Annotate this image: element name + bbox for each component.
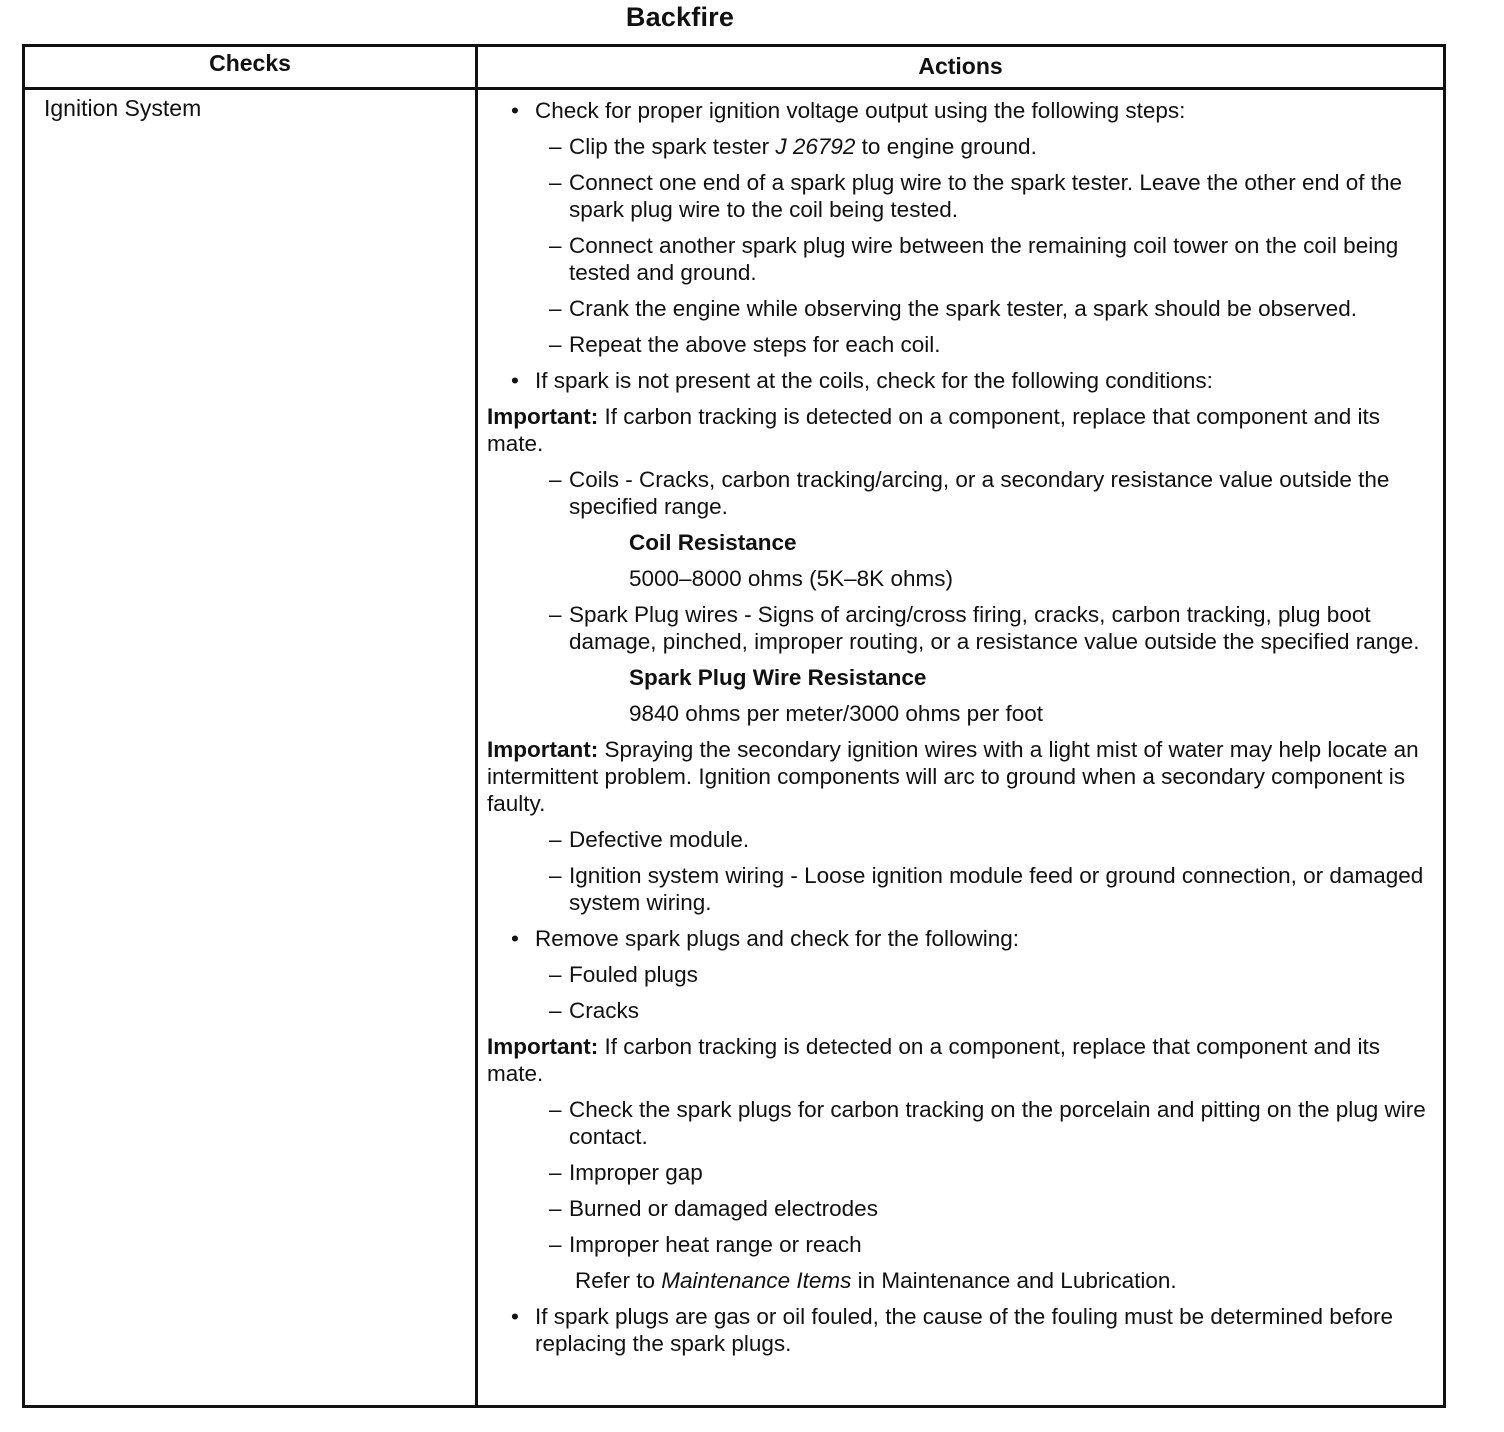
coil-resistance-value: 5000–8000 ohms (5K–8K ohms) — [629, 566, 953, 591]
dash-item: – Connect one end of a spark plug wire to the spark tester. Leave the other end of the spark plug wire to the coil being tested. — [549, 170, 1403, 222]
important-note: Important: If carbon tracking is detected on a component, replace that component and its mate. — [487, 1034, 1380, 1086]
header-divider — [25, 87, 1443, 90]
column-divider — [475, 47, 478, 1405]
bullet-item: • Remove spark plugs and check for the following: — [511, 926, 1020, 951]
reference-note: Refer to Maintenance Items in Maintenance and Lubrication. — [575, 1268, 1177, 1293]
dash-item: – Improper heat range or reach — [549, 1232, 862, 1257]
bullet-item: • If spark is not present at the coils, check for the following conditions: — [511, 368, 1213, 393]
checks-header: Checks — [209, 50, 291, 76]
diagnostic-table — [22, 44, 1446, 1408]
dash-item: – Fouled plugs — [549, 962, 698, 987]
wire-resistance-value: 9840 ohms per meter/3000 ohms per foot — [629, 701, 1043, 726]
maintenance-items-ref: Maintenance Items — [661, 1268, 852, 1293]
coil-resistance-heading: Coil Resistance — [629, 530, 797, 555]
dash-item: – Ignition system wiring - Loose ignition module feed or ground connection, or damaged system wiring. — [549, 863, 1424, 915]
dash-item: – Cracks — [549, 998, 640, 1023]
wire-resistance-heading: Spark Plug Wire Resistance — [629, 665, 927, 690]
tool-number: J 26792 — [775, 134, 856, 159]
dash-item: – Repeat the above steps for each coil. — [549, 332, 941, 357]
dash-item: – Connect another spark plug wire between the remaining coil tower on the coil being tested and ground. — [549, 233, 1399, 285]
page-title: Backfire — [625, 2, 735, 32]
bullet-item: • If spark plugs are gas or oil fouled, the cause of the fouling must be determined before replacing the spark plugs. — [511, 1304, 1394, 1356]
dash-item: – Burned or damaged electrodes — [549, 1196, 878, 1221]
dash-item: – Defective module. — [549, 827, 750, 852]
dash-item: – Crank the engine while observing the spark tester, a spark should be observed. — [549, 296, 1357, 321]
dash-item: – Improper gap — [549, 1160, 703, 1185]
actions-header: Actions — [918, 53, 1003, 79]
check-ignition-system: Ignition System — [44, 95, 202, 121]
dash-item: – Coils - Cracks, carbon tracking/arcing, or a secondary resistance value outside the specified range. — [549, 467, 1390, 519]
dash-item: – Check the spark plugs for carbon tracking on the porcelain and pitting on the plug wire contact. — [549, 1097, 1426, 1149]
dash-item: – Spark Plug wires - Signs of arcing/cross firing, cracks, carbon tracking, plug boot damage, pinched, improper routing, or a resistance value outside the specified range. — [549, 602, 1420, 654]
important-note: Important: If carbon tracking is detected on a component, replace that component and its mate. — [487, 404, 1380, 456]
actions-cell — [487, 97, 1437, 1366]
bullet-item: • Check for proper ignition voltage output using the following steps: — [511, 98, 1186, 123]
dash-item: – Clip the spark tester J 26792 to engine ground. — [549, 134, 1037, 159]
important-note: Important: Spraying the secondary ignition wires with a light mist of water may help locate an intermittent problem. Ignition components will arc to ground when a secondary component is faulty. — [487, 737, 1419, 816]
